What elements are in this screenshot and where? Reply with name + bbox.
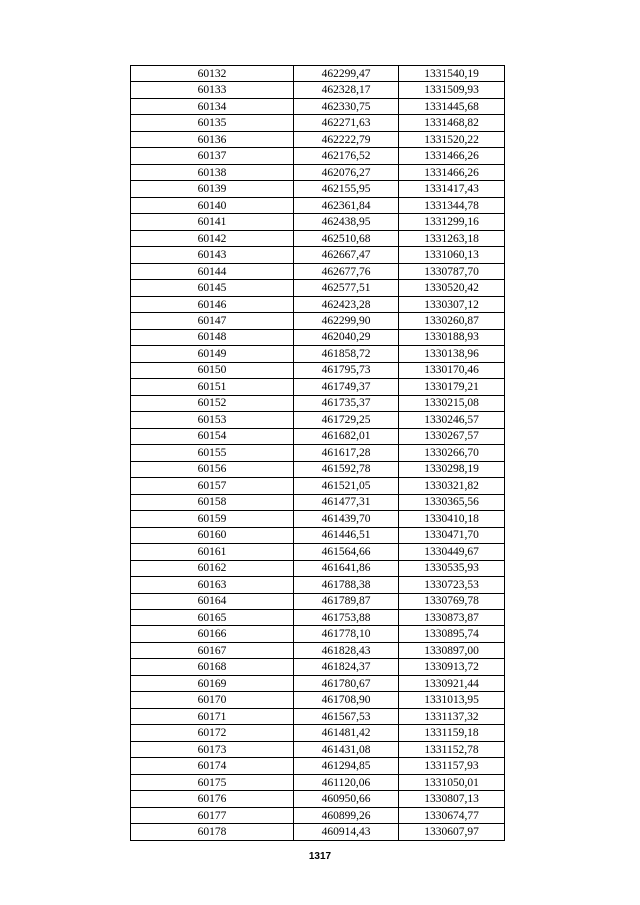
point-number-cell: 60177 [131, 807, 294, 823]
table-row [131, 478, 505, 494]
x-coordinate-cell: 462510,68 [294, 230, 399, 246]
y-coordinate-cell: 1330188,93 [399, 329, 505, 345]
point-number-cell: 60149 [131, 346, 294, 362]
x-coordinate-cell: 461749,37 [294, 379, 399, 395]
point-number-cell: 60132 [131, 66, 294, 82]
point-number-cell: 60166 [131, 626, 294, 642]
point-number-cell: 60133 [131, 82, 294, 98]
y-coordinate-cell: 1330897,00 [399, 642, 505, 658]
x-coordinate-cell: 461795,73 [294, 362, 399, 378]
table-row [131, 609, 505, 625]
table-row [131, 280, 505, 296]
y-coordinate-cell: 1331540,19 [399, 66, 505, 82]
point-number-cell: 60151 [131, 379, 294, 395]
x-coordinate-cell: 462577,51 [294, 280, 399, 296]
x-coordinate-cell: 461521,05 [294, 478, 399, 494]
coordinates-table [130, 65, 505, 841]
x-coordinate-cell: 462176,52 [294, 148, 399, 164]
x-coordinate-cell: 462299,90 [294, 313, 399, 329]
point-number-cell: 60139 [131, 181, 294, 197]
table-row [131, 412, 505, 428]
point-number-cell: 60175 [131, 774, 294, 790]
y-coordinate-cell: 1330266,70 [399, 445, 505, 461]
y-coordinate-cell: 1330607,97 [399, 824, 505, 840]
y-coordinate-cell: 1330674,77 [399, 807, 505, 823]
y-coordinate-cell: 1331509,93 [399, 82, 505, 98]
table-row [131, 544, 505, 560]
y-coordinate-cell: 1330365,56 [399, 494, 505, 510]
x-coordinate-cell: 461708,90 [294, 692, 399, 708]
table-row [131, 82, 505, 98]
table-row [131, 741, 505, 757]
y-coordinate-cell: 1331417,43 [399, 181, 505, 197]
table-row [131, 445, 505, 461]
table-row [131, 774, 505, 790]
point-number-cell: 60174 [131, 758, 294, 774]
x-coordinate-cell: 460950,66 [294, 791, 399, 807]
point-number-cell: 60172 [131, 725, 294, 741]
table-row [131, 329, 505, 345]
table-row [131, 313, 505, 329]
point-number-cell: 60162 [131, 560, 294, 576]
y-coordinate-cell: 1331137,32 [399, 708, 505, 724]
y-coordinate-cell: 1330769,78 [399, 593, 505, 609]
x-coordinate-cell: 461439,70 [294, 511, 399, 527]
table-row [131, 642, 505, 658]
table-row [131, 577, 505, 593]
x-coordinate-cell: 461780,67 [294, 675, 399, 691]
point-number-cell: 60176 [131, 791, 294, 807]
x-coordinate-cell: 461446,51 [294, 527, 399, 543]
table-row [131, 131, 505, 147]
table-row [131, 395, 505, 411]
point-number-cell: 60160 [131, 527, 294, 543]
y-coordinate-cell: 1330520,42 [399, 280, 505, 296]
x-coordinate-cell: 461753,88 [294, 609, 399, 625]
table-row [131, 197, 505, 213]
x-coordinate-cell: 461120,06 [294, 774, 399, 790]
point-number-cell: 60163 [131, 577, 294, 593]
x-coordinate-cell: 461641,86 [294, 560, 399, 576]
table-row [131, 428, 505, 444]
point-number-cell: 60147 [131, 313, 294, 329]
y-coordinate-cell: 1330410,18 [399, 511, 505, 527]
y-coordinate-cell: 1331466,26 [399, 148, 505, 164]
table-row [131, 230, 505, 246]
y-coordinate-cell: 1330307,12 [399, 296, 505, 312]
point-number-cell: 60178 [131, 824, 294, 840]
y-coordinate-cell: 1330787,70 [399, 263, 505, 279]
y-coordinate-cell: 1330895,74 [399, 626, 505, 642]
table-row [131, 148, 505, 164]
x-coordinate-cell: 460914,43 [294, 824, 399, 840]
x-coordinate-cell: 462328,17 [294, 82, 399, 98]
point-number-cell: 60159 [131, 511, 294, 527]
x-coordinate-cell: 461564,66 [294, 544, 399, 560]
table-row [131, 692, 505, 708]
page-number: 1317 [308, 851, 332, 862]
point-number-cell: 60152 [131, 395, 294, 411]
y-coordinate-cell: 1331344,78 [399, 197, 505, 213]
y-coordinate-cell: 1330913,72 [399, 659, 505, 675]
table-row [131, 725, 505, 741]
point-number-cell: 60157 [131, 478, 294, 494]
point-number-cell: 60145 [131, 280, 294, 296]
table-row [131, 115, 505, 131]
point-number-cell: 60161 [131, 544, 294, 560]
x-coordinate-cell: 461788,38 [294, 577, 399, 593]
point-number-cell: 60134 [131, 98, 294, 114]
table-row [131, 181, 505, 197]
y-coordinate-cell: 1331157,93 [399, 758, 505, 774]
table-row [131, 511, 505, 527]
y-coordinate-cell: 1331152,78 [399, 741, 505, 757]
table-row [131, 659, 505, 675]
point-number-cell: 60144 [131, 263, 294, 279]
point-number-cell: 60135 [131, 115, 294, 131]
y-coordinate-cell: 1330873,87 [399, 609, 505, 625]
x-coordinate-cell: 461477,31 [294, 494, 399, 510]
y-coordinate-cell: 1330723,53 [399, 577, 505, 593]
y-coordinate-cell: 1330807,13 [399, 791, 505, 807]
y-coordinate-cell: 1330535,93 [399, 560, 505, 576]
y-coordinate-cell: 1331520,22 [399, 131, 505, 147]
x-coordinate-cell: 461735,37 [294, 395, 399, 411]
point-number-cell: 60148 [131, 329, 294, 345]
y-coordinate-cell: 1330260,87 [399, 313, 505, 329]
y-coordinate-cell: 1331050,01 [399, 774, 505, 790]
point-number-cell: 60154 [131, 428, 294, 444]
point-number-cell: 60155 [131, 445, 294, 461]
x-coordinate-cell: 462330,75 [294, 98, 399, 114]
table-row [131, 263, 505, 279]
table-row [131, 807, 505, 823]
table-row [131, 164, 505, 180]
y-coordinate-cell: 1330170,46 [399, 362, 505, 378]
x-coordinate-cell: 461729,25 [294, 412, 399, 428]
table-row [131, 247, 505, 263]
point-number-cell: 60140 [131, 197, 294, 213]
x-coordinate-cell: 462438,95 [294, 214, 399, 230]
x-coordinate-cell: 461858,72 [294, 346, 399, 362]
y-coordinate-cell: 1330246,57 [399, 412, 505, 428]
point-number-cell: 60141 [131, 214, 294, 230]
point-number-cell: 60173 [131, 741, 294, 757]
point-number-cell: 60171 [131, 708, 294, 724]
x-coordinate-cell: 461617,28 [294, 445, 399, 461]
table-row [131, 461, 505, 477]
x-coordinate-cell: 462155,95 [294, 181, 399, 197]
coordinates-table-body [131, 66, 505, 841]
y-coordinate-cell: 1331466,26 [399, 164, 505, 180]
x-coordinate-cell: 462040,29 [294, 329, 399, 345]
y-coordinate-cell: 1330321,82 [399, 478, 505, 494]
y-coordinate-cell: 1331013,95 [399, 692, 505, 708]
table-row [131, 527, 505, 543]
point-number-cell: 60142 [131, 230, 294, 246]
y-coordinate-cell: 1331468,82 [399, 115, 505, 131]
y-coordinate-cell: 1330298,19 [399, 461, 505, 477]
y-coordinate-cell: 1331159,18 [399, 725, 505, 741]
point-number-cell: 60138 [131, 164, 294, 180]
table-row [131, 675, 505, 691]
x-coordinate-cell: 461778,10 [294, 626, 399, 642]
point-number-cell: 60165 [131, 609, 294, 625]
point-number-cell: 60153 [131, 412, 294, 428]
y-coordinate-cell: 1331445,68 [399, 98, 505, 114]
y-coordinate-cell: 1330471,70 [399, 527, 505, 543]
y-coordinate-cell: 1330179,21 [399, 379, 505, 395]
point-number-cell: 60136 [131, 131, 294, 147]
x-coordinate-cell: 462299,47 [294, 66, 399, 82]
point-number-cell: 60137 [131, 148, 294, 164]
point-number-cell: 60170 [131, 692, 294, 708]
x-coordinate-cell: 461431,08 [294, 741, 399, 757]
table-row [131, 593, 505, 609]
table-row [131, 66, 505, 82]
x-coordinate-cell: 461824,37 [294, 659, 399, 675]
x-coordinate-cell: 462271,63 [294, 115, 399, 131]
table-row [131, 98, 505, 114]
y-coordinate-cell: 1331263,18 [399, 230, 505, 246]
y-coordinate-cell: 1330215,08 [399, 395, 505, 411]
point-number-cell: 60143 [131, 247, 294, 263]
table-row [131, 824, 505, 840]
table-row [131, 379, 505, 395]
x-coordinate-cell: 461789,87 [294, 593, 399, 609]
x-coordinate-cell: 462222,79 [294, 131, 399, 147]
x-coordinate-cell: 461481,42 [294, 725, 399, 741]
point-number-cell: 60158 [131, 494, 294, 510]
x-coordinate-cell: 462361,84 [294, 197, 399, 213]
table-row [131, 708, 505, 724]
x-coordinate-cell: 461592,78 [294, 461, 399, 477]
x-coordinate-cell: 462076,27 [294, 164, 399, 180]
y-coordinate-cell: 1330449,67 [399, 544, 505, 560]
x-coordinate-cell: 461294,85 [294, 758, 399, 774]
x-coordinate-cell: 460899,26 [294, 807, 399, 823]
x-coordinate-cell: 462677,76 [294, 263, 399, 279]
x-coordinate-cell: 461682,01 [294, 428, 399, 444]
point-number-cell: 60156 [131, 461, 294, 477]
table-row [131, 494, 505, 510]
point-number-cell: 60164 [131, 593, 294, 609]
y-coordinate-cell: 1330138,96 [399, 346, 505, 362]
table-row [131, 214, 505, 230]
table-row [131, 346, 505, 362]
table-row [131, 791, 505, 807]
table-row [131, 296, 505, 312]
point-number-cell: 60146 [131, 296, 294, 312]
point-number-cell: 60150 [131, 362, 294, 378]
point-number-cell: 60167 [131, 642, 294, 658]
table-row [131, 362, 505, 378]
point-number-cell: 60169 [131, 675, 294, 691]
x-coordinate-cell: 462423,28 [294, 296, 399, 312]
x-coordinate-cell: 461567,53 [294, 708, 399, 724]
y-coordinate-cell: 1331060,13 [399, 247, 505, 263]
table-row [131, 560, 505, 576]
y-coordinate-cell: 1331299,16 [399, 214, 505, 230]
y-coordinate-cell: 1330267,57 [399, 428, 505, 444]
table-row [131, 758, 505, 774]
y-coordinate-cell: 1330921,44 [399, 675, 505, 691]
point-number-cell: 60168 [131, 659, 294, 675]
table-row [131, 626, 505, 642]
x-coordinate-cell: 462667,47 [294, 247, 399, 263]
x-coordinate-cell: 461828,43 [294, 642, 399, 658]
